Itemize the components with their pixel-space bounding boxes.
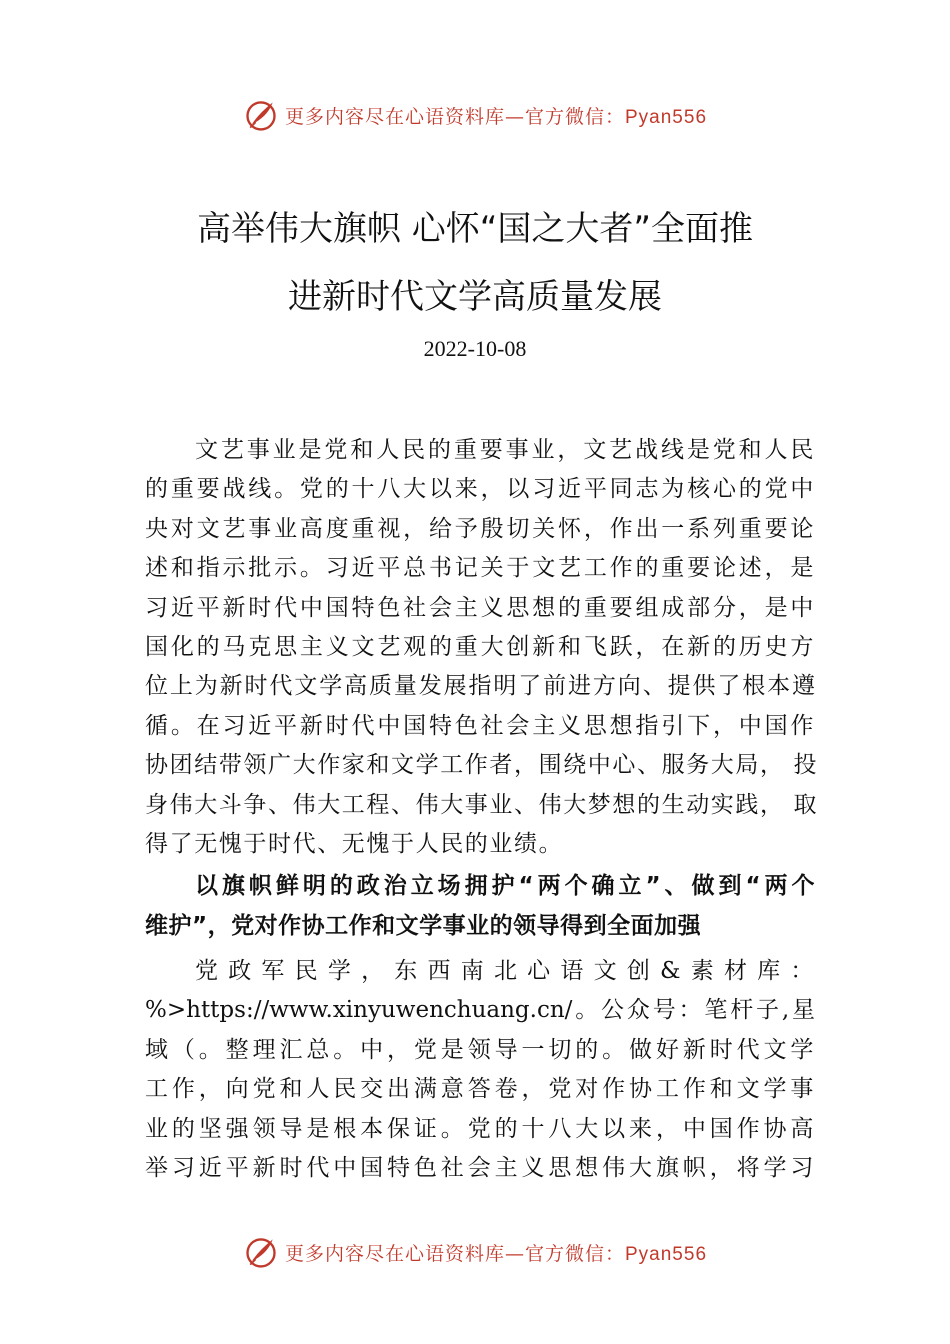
text-line: 协团结带领广大作家和文学工作者，围绕中心、服务大局， 投 [145, 752, 819, 779]
header-banner [0, 95, 950, 135]
paragraph-1 [145, 431, 819, 864]
text-line: %>https://www.xinyuwenchuang.cn/。公众号：笔杆子,星 [145, 997, 815, 1024]
text-line: 位上为新时代文学高质量发展指明了前进方向、提供了根本遵 [145, 673, 815, 700]
text-line: 述和指示批示。习近平总书记关于文艺工作的重要论述，是 [145, 555, 815, 582]
quill-logo-icon [243, 1234, 279, 1270]
article-date: 2022-10-08 [423, 336, 527, 361]
section-heading [145, 866, 815, 946]
paragraph-2 [145, 952, 815, 1188]
text-line: 党政军民学，东西南北心语文创&素材库： [195, 958, 815, 984]
banner-text: 更多内容尽在心语资料库—官方微信：Pyan556 [284, 1242, 708, 1265]
article-title [100, 195, 850, 331]
heading-line: 维护”，党对作协工作和文学事业的领导得到全面加强 [145, 913, 702, 939]
text-line: 的重要战线。党的十八大以来，以习近平同志为核心的党中 [145, 476, 815, 503]
banner-text: 更多内容尽在心语资料库—官方微信：Pyan556 [284, 105, 708, 128]
text-line: 得了无愧于时代、无愧于人民的业绩。 [145, 830, 564, 857]
heading-line: 以旗帜鲜明的政治立场拥护“两个确立”、做到“两个 [195, 873, 815, 899]
text-line: 工作，向党和人民交出满意答卷，党对作协工作和文学事 [145, 1076, 815, 1103]
text-line: 文艺事业是党和人民的重要事业，文艺战线是党和人民 [195, 437, 815, 463]
text-line: 习近平新时代中国特色社会主义思想的重要组成部分，是中 [145, 594, 815, 621]
text-line: 举习近平新时代中国特色社会主义思想伟大旗帜，将学习 [145, 1154, 815, 1181]
wechat-id: Pyan556 [625, 106, 708, 128]
wechat-id: Pyan556 [625, 1243, 708, 1265]
title-line-2: 进新时代文学高质量发展 [288, 277, 662, 317]
title-line-1: 高举伟大旗帜 心怀“国之大者”全面推 [196, 209, 754, 249]
text-line: 身伟大斗争、伟大工程、伟大事业、伟大梦想的生动实践， 取 [145, 791, 819, 818]
text-line: 国化的马克思主义文艺观的重大创新和飞跃，在新的历史方 [145, 633, 815, 660]
text-line: 循。在习近平新时代中国特色社会主义思想指引下，中国作 [145, 712, 815, 739]
text-line: 域（。整理汇总。中，党是领导一切的。做好新时代文学 [145, 1036, 815, 1063]
footer-banner [0, 1232, 950, 1272]
text-line: 央对文艺事业高度重视，给予殷切关怀，作出一系列重要论 [145, 515, 815, 542]
quill-logo-icon [243, 97, 279, 133]
text-line: 业的坚强领导是根本保证。党的十八大以来，中国作协高 [145, 1115, 815, 1142]
